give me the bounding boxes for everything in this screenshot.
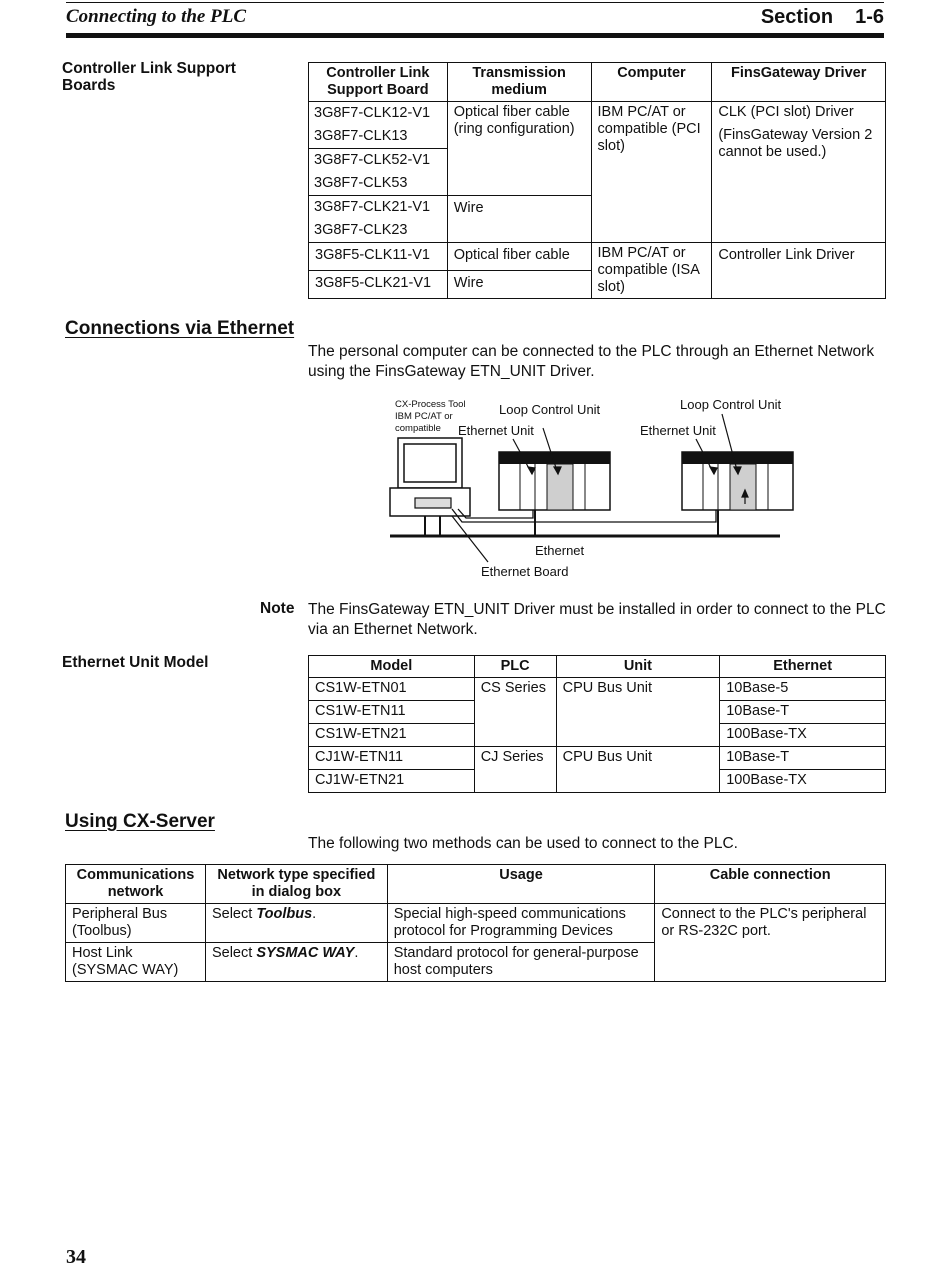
- ethernet-type-cell: 100Base-TX: [720, 770, 886, 793]
- ethernet-board-label: Ethernet Board: [481, 564, 569, 579]
- ethernet-intro: The personal computer can be connected to the PLC through an Ethernet Network using the FinsGateway ETN_UNIT Driver.: [308, 343, 875, 380]
- note-text: The FinsGateway ETN_UNIT Driver must be installed in order to connect to the PLC via an Ethernet Network.: [308, 601, 886, 638]
- plc-cell: CS Series: [474, 678, 556, 747]
- dialog-selection-cell: [205, 943, 387, 982]
- column-header: Model: [309, 656, 475, 678]
- column-header: Ethernet: [720, 656, 886, 678]
- board-model: 3G8F5-CLK21-V1: [309, 271, 448, 299]
- board-model: 3G8F7-CLK23: [314, 222, 408, 238]
- plc-rack-2-icon: [682, 452, 793, 510]
- table-row: [309, 243, 886, 271]
- column-header: Usage: [387, 865, 655, 904]
- medium-cell: Wire: [447, 271, 591, 299]
- unit-cell: CPU Bus Unit: [556, 747, 720, 793]
- pc-icon: [390, 438, 470, 516]
- section-label: Section: [760, 6, 834, 28]
- pc-label-line-1: CX-Process Tool: [395, 399, 466, 410]
- computer-cell: IBM PC/AT or compatible (ISA slot): [591, 243, 712, 299]
- column-header: Unit: [556, 656, 720, 678]
- network-cell: Host Link (SYSMAC WAY): [66, 943, 206, 982]
- select-prefix: Select: [211, 906, 257, 922]
- board-model: 3G8F7-CLK13: [314, 128, 408, 144]
- running-header-section: [761, 6, 884, 29]
- table-header-row: [309, 656, 886, 678]
- plc-rack-1-icon: [499, 452, 610, 510]
- usage-cell: Standard protocol for general-purpose host computers: [387, 943, 655, 982]
- ethernet-connection-diagram: [380, 392, 800, 587]
- ethernet-type-cell: 10Base-T: [720, 747, 886, 770]
- medium-cell: Optical fiber cable (ring configuration): [447, 102, 591, 196]
- running-header-title: Connecting to the PLC: [66, 6, 246, 27]
- driver-cell: Controller Link Driver: [712, 243, 886, 299]
- ethernet-unit-model-sidehead: Ethernet Unit Model: [62, 654, 209, 671]
- model-cell: CS1W-ETN11: [309, 701, 475, 724]
- medium-cell: Wire: [447, 196, 591, 243]
- select-value: Toolbus: [256, 906, 313, 922]
- driver-cell: [712, 102, 886, 243]
- model-cell: CJ1W-ETN21: [309, 770, 475, 793]
- model-cell: CS1W-ETN21: [309, 724, 475, 747]
- driver-name: CLK (PCI slot) Driver: [718, 104, 854, 120]
- column-header: Transmission medium: [447, 63, 591, 102]
- pc-label-line-3: compatible: [395, 423, 441, 434]
- cx-server-intro: The following two methods can be used to connect to the PLC.: [308, 835, 738, 852]
- board-model: 3G8F7-CLK21-V1: [314, 199, 431, 215]
- table-row: [309, 747, 886, 770]
- board-model: 3G8F7-CLK52-V1: [314, 152, 431, 168]
- column-header: FinsGateway Driver: [712, 63, 886, 102]
- board-model: 3G8F5-CLK11-V1: [309, 243, 448, 271]
- select-prefix: Select: [211, 945, 257, 961]
- ethernet-cable-label: Ethernet: [535, 543, 585, 558]
- section-heading-ethernet: Connections via Ethernet: [65, 318, 295, 339]
- ethernet-type-cell: 10Base-5: [720, 678, 886, 701]
- column-header: PLC: [474, 656, 556, 678]
- section-number: 1-6: [855, 6, 884, 28]
- page-number: 34: [66, 1246, 86, 1268]
- period: .: [354, 945, 359, 961]
- table-header-row: [309, 63, 886, 102]
- ethernet-type-cell: 10Base-T: [720, 701, 886, 724]
- plc-cell: CJ Series: [474, 747, 556, 793]
- table-row: [309, 678, 886, 701]
- section-heading-cx-server: Using CX-Server: [65, 811, 215, 832]
- board-model: 3G8F7-CLK53: [314, 175, 408, 191]
- column-header: Cable connection: [655, 865, 886, 904]
- dialog-selection-cell: [205, 904, 387, 943]
- column-header: Communications network: [66, 865, 206, 904]
- board-model: 3G8F7-CLK12-V1: [314, 105, 431, 121]
- header-top-rule: [66, 2, 884, 3]
- cable-cell: Connect to the PLC's peripheral or RS-232C port.: [655, 904, 886, 982]
- column-header: Controller Link Support Board: [309, 63, 448, 102]
- unit-cell: CPU Bus Unit: [556, 678, 720, 747]
- board-cell: [309, 196, 448, 243]
- note-label: Note: [260, 600, 295, 617]
- ethernet-unit-label-1: Ethernet Unit: [458, 423, 534, 438]
- select-value: SYSMAC WAY: [256, 945, 355, 961]
- network-cell: Peripheral Bus (Toolbus): [66, 904, 206, 943]
- cx-server-table: [65, 864, 886, 982]
- medium-cell: Optical fiber cable: [447, 243, 591, 271]
- table-row: [309, 102, 886, 149]
- clsb-sidehead: Controller Link Support Boards: [62, 60, 236, 94]
- driver-note: (FinsGateway Version 2 cannot be used.): [718, 127, 873, 160]
- loop-control-unit-label-1: Loop Control Unit: [499, 402, 601, 417]
- ethernet-unit-label-2: Ethernet Unit: [640, 423, 716, 438]
- usage-cell: Special high-speed communications protocol for Programming Devices: [387, 904, 655, 943]
- clsb-table: [308, 62, 886, 299]
- pc-label-line-2: IBM PC/AT or: [395, 411, 453, 422]
- loop-control-unit-label-2: Loop Control Unit: [680, 397, 782, 412]
- model-cell: CJ1W-ETN11: [309, 747, 475, 770]
- ethernet-type-cell: 100Base-TX: [720, 724, 886, 747]
- table-header-row: [66, 865, 886, 904]
- column-header: Computer: [591, 63, 712, 102]
- computer-cell: IBM PC/AT or compatible (PCI slot): [591, 102, 712, 243]
- board-cell: [309, 149, 448, 196]
- period: .: [312, 906, 317, 922]
- column-header: Network type specified in dialog box: [205, 865, 387, 904]
- board-cell: [309, 102, 448, 149]
- model-cell: CS1W-ETN01: [309, 678, 475, 701]
- ethernet-unit-table: [308, 655, 886, 793]
- header-rule: [66, 33, 884, 38]
- table-row: [66, 904, 886, 943]
